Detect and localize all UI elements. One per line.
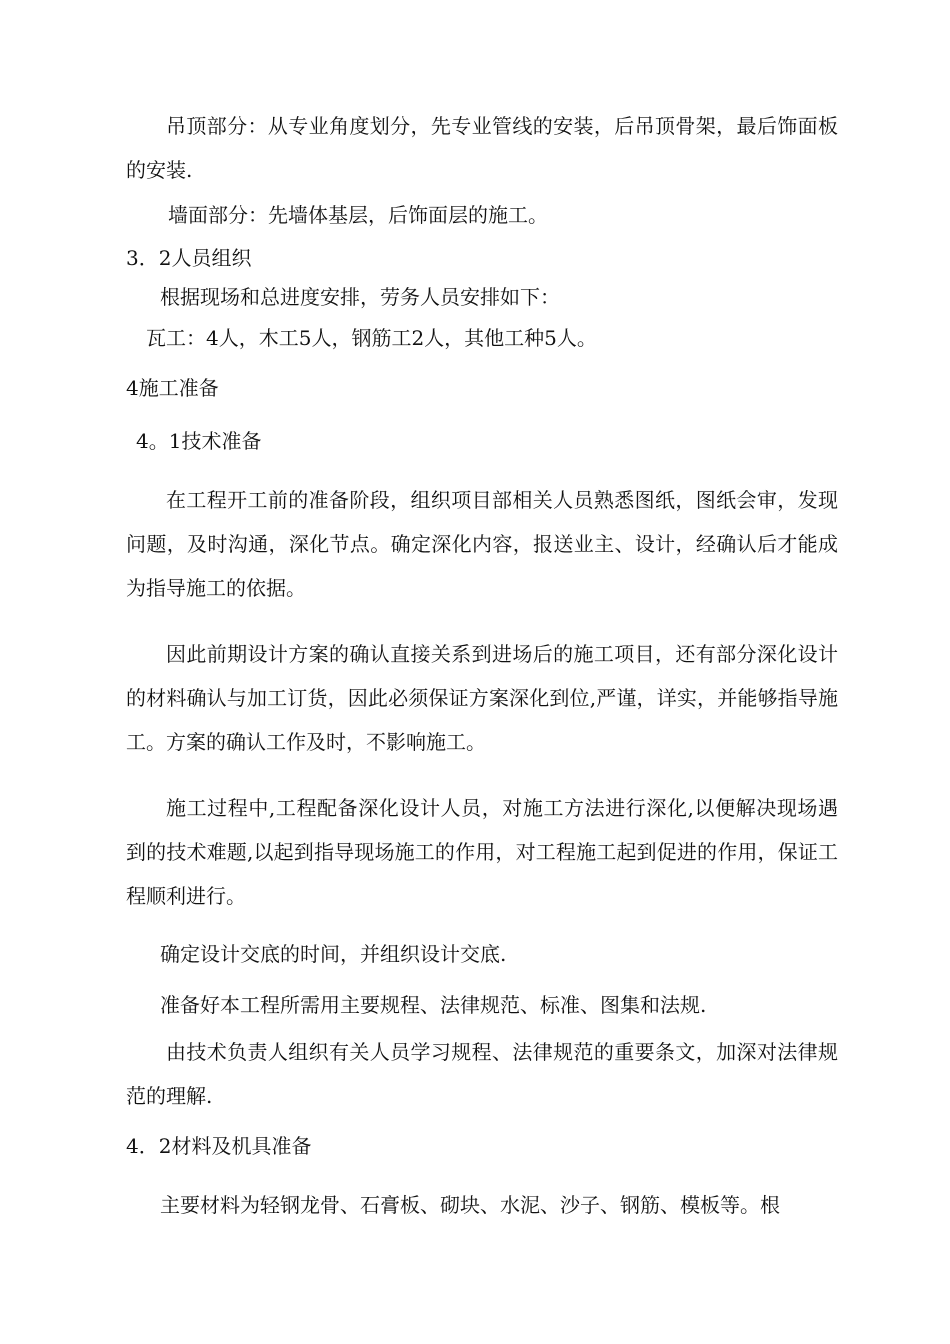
paragraph-labor-list: 瓦工：4人，木工5人，钢筋工2人，其他工种5人。 <box>146 326 597 350</box>
paragraph-tech-1: 在工程开工前的准备阶段，组织项目部相关人员熟悉图纸，图纸会审，发现问题，及时沟通，深化节点。确定深化内容，报送业主、设计，经确认后才能成为指导施工的依据。 <box>126 488 838 600</box>
paragraph-wall: 墙面部分：先墙体基层，后饰面层的施工。 <box>168 203 548 227</box>
paragraph-materials: 主要材料为轻钢龙骨、石膏板、砌块、水泥、沙子、钢筋、模板等。根 <box>160 1193 780 1217</box>
section-heading-3-2: 3．2人员组织 <box>126 246 252 270</box>
paragraph-ceiling: 吊顶部分：从专业角度划分，先专业管线的安装，后吊顶骨架，最后饰面板的安装. <box>126 114 838 182</box>
paragraph-tech-3: 施工过程中,工程配备深化设计人员，对施工方法进行深化,以便解决现场遇到的技术难题,以起到指导现场施工的作用，对工程施工起到促进的作用，保证工程顺利进行。 <box>126 796 838 908</box>
section-heading-4: 4施工准备 <box>126 376 219 400</box>
paragraph-tech-4: 确定设计交底的时间，并组织设计交底. <box>160 942 507 966</box>
section-heading-4-1: 4。1技术准备 <box>136 429 262 453</box>
paragraph-labor-intro: 根据现场和总进度安排，劳务人员安排如下： <box>160 285 560 309</box>
paragraph-tech-2: 因此前期设计方案的确认直接关系到进场后的施工项目，还有部分深化设计的材料确认与加工订货，因此必须保证方案深化到位,严谨，详实，并能够指导施工。方案的确认工作及时，不影响施工。 <box>126 642 838 754</box>
paragraph-tech-6: 由技术负责人组织有关人员学习规程、法律规范的重要条文，加深对法律规范的理解. <box>126 1040 838 1108</box>
paragraph-tech-5: 准备好本工程所需用主要规程、法律规范、标准、图集和法规. <box>160 993 707 1017</box>
section-heading-4-2: 4．2材料及机具准备 <box>126 1134 312 1158</box>
